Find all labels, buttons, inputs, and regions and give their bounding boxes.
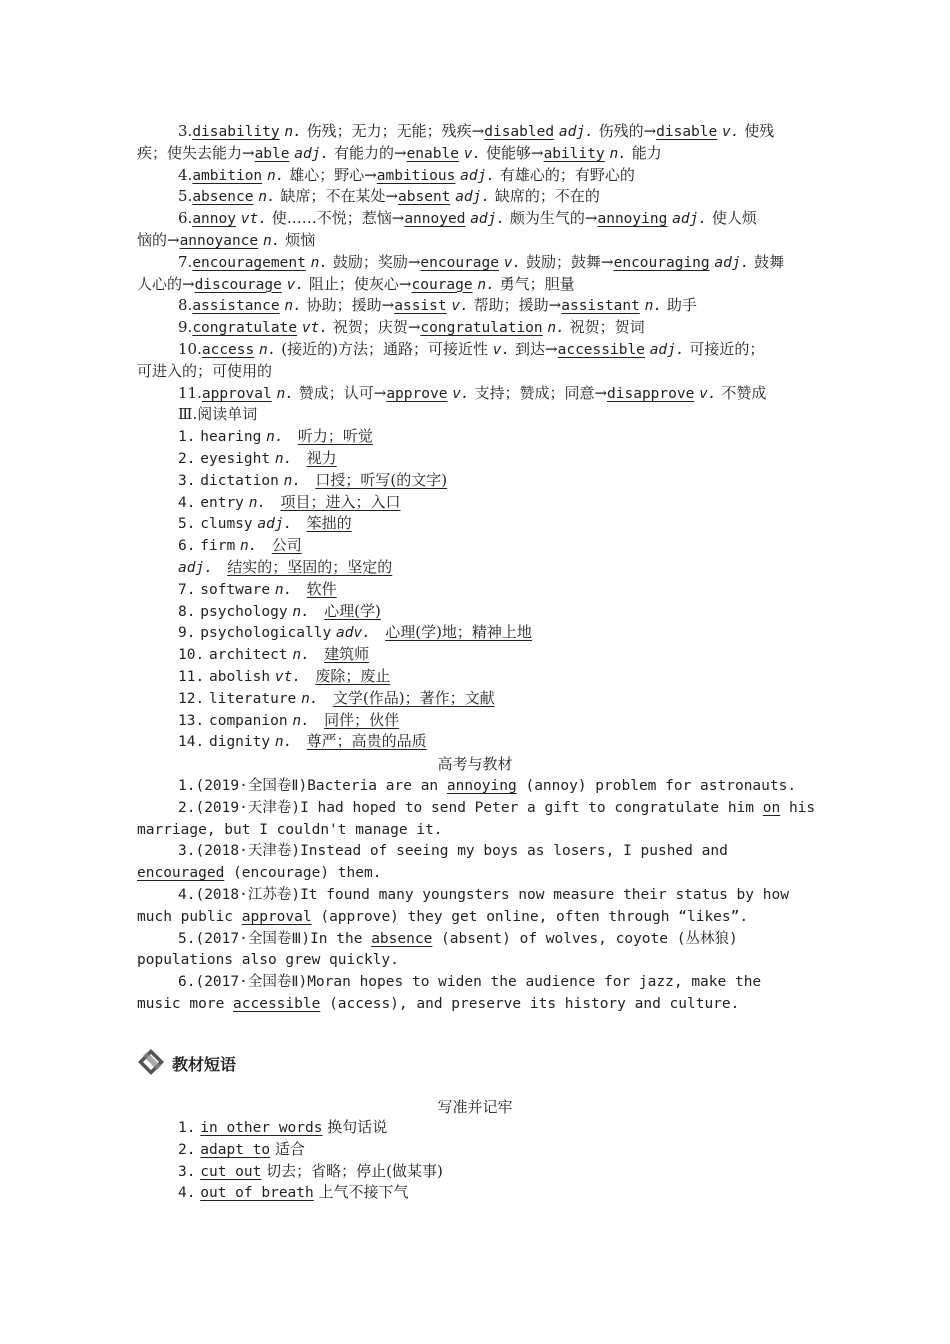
meaning: 鼓舞	[754, 252, 785, 271]
part-of-speech: n.	[609, 145, 627, 162]
meaning: 助手	[666, 296, 697, 315]
sentence-text: 5.(2017·全国卷Ⅲ)In the	[178, 930, 372, 947]
item-number: 13.	[178, 712, 205, 729]
reading-item	[178, 666, 390, 688]
part-of-speech: v.	[503, 254, 522, 271]
exam-item-continued	[137, 949, 399, 971]
exam-item	[178, 840, 728, 862]
sentence-text: (encourage) them.	[224, 865, 382, 882]
vocab-word: absence	[192, 189, 254, 206]
vocab-word: annoy	[192, 211, 236, 228]
meaning: 缺席；不在某处→	[280, 187, 399, 206]
part-of-speech: vt.	[274, 669, 302, 685]
phrase-heading: 写准并记牢	[437, 1098, 513, 1116]
vocab-word: congratulate	[192, 320, 298, 337]
vocab-item-continued	[137, 143, 662, 165]
meaning: 祝贺；贺词	[569, 318, 645, 337]
item-number: 2.	[178, 451, 196, 467]
exam-item-continued	[137, 862, 381, 884]
meaning: 祝贺；庆贺→	[332, 318, 421, 337]
meaning-answer: 听力；听觉	[297, 427, 373, 446]
phrase-item	[178, 1182, 409, 1204]
phrase: cut out	[200, 1163, 262, 1180]
part-of-speech: vt.	[301, 320, 329, 337]
reading-word: hearing	[200, 429, 262, 446]
sentence-text: marriage, but I couldn't manage it.	[137, 821, 443, 838]
reading-item	[178, 622, 532, 644]
part-of-speech: adj.	[672, 211, 708, 228]
reading-word: psychologically	[200, 625, 332, 642]
vocab-item	[178, 186, 600, 208]
meaning-answer: 笨拙的	[306, 514, 352, 533]
item-number: 1.	[178, 429, 196, 446]
part-of-speech: v.	[463, 145, 482, 162]
sentence-text: much public	[137, 908, 242, 925]
reading-word: firm	[200, 538, 236, 555]
heading-text: Ⅲ.阅读单词	[178, 405, 258, 424]
reading-item	[178, 426, 373, 448]
reading-word: dictation	[200, 472, 279, 489]
meaning: 适合	[274, 1139, 305, 1158]
reading-item	[178, 492, 400, 514]
part-of-speech: n.	[301, 690, 319, 707]
part-of-speech: v.	[492, 342, 511, 358]
part-of-speech: adj.	[257, 516, 293, 533]
part-of-speech: n.	[258, 189, 276, 206]
part-of-speech: n.	[274, 451, 293, 467]
phrase-item	[178, 1117, 387, 1139]
reading-item	[178, 731, 427, 753]
sentence-text: populations also grew quickly.	[137, 952, 399, 969]
vocab-item-continued	[137, 230, 315, 252]
meaning: 支持；赞成；同意→	[474, 383, 608, 402]
part-of-speech: adj.	[470, 211, 506, 228]
item-number: 12.	[178, 690, 205, 707]
vocab-item	[178, 208, 757, 230]
derived-word: accessible	[557, 342, 645, 358]
meaning: 阻止；使灰心→	[308, 274, 412, 293]
answer: accessible	[233, 996, 321, 1012]
derived-word: ambitious	[376, 167, 456, 184]
meaning: 帮助；援助→	[473, 296, 562, 315]
item-number: 14.	[178, 734, 205, 751]
part-of-speech: n.	[259, 342, 277, 358]
exam-item-continued	[137, 993, 739, 1015]
item-number: 7.	[178, 581, 196, 598]
sentence-text: (access), and preserve its history and culture.	[320, 996, 740, 1012]
meaning-answer: 口授；听写(的文字)	[315, 470, 448, 489]
part-of-speech: n.	[248, 494, 267, 511]
derived-word: disapprove	[607, 385, 695, 402]
derived-word: encouraging	[613, 254, 710, 271]
derived-word: discourage	[194, 276, 282, 293]
part-of-speech: v.	[451, 298, 469, 315]
part-of-speech: n.	[284, 298, 302, 315]
meaning: 上气不接下气	[318, 1183, 409, 1202]
answer: annoying	[446, 778, 517, 794]
part-of-speech: adj.	[558, 124, 594, 140]
derived-word: assist	[394, 298, 447, 315]
meaning: 伤残的→	[598, 122, 657, 140]
reading-word: companion	[208, 712, 288, 729]
derived-word: ability	[543, 145, 605, 162]
part-of-speech: n.	[283, 472, 302, 489]
meaning: 缺席的；不在的	[494, 187, 600, 206]
reading-item	[178, 710, 399, 732]
meaning: 不赞成	[721, 383, 767, 402]
meaning: 协助；援助→	[306, 296, 395, 315]
meaning: 人心的→	[137, 274, 195, 293]
meaning: 能力	[631, 143, 662, 162]
meaning-answer: 同伴；伙伴	[324, 710, 400, 729]
item-number: 6.	[178, 209, 193, 228]
item-number: 3.	[178, 472, 196, 489]
sentence-text: 4.(2018·江苏卷)It found many youngsters now measure their status by how	[178, 887, 789, 903]
meaning-answer: 建筑师	[324, 645, 370, 664]
meaning-answer: 结实的；坚固的；坚定的	[227, 558, 393, 576]
diamond-icon	[137, 1048, 165, 1076]
sentence-text: (absent) of wolves, coyote (丛林狼)	[432, 930, 738, 947]
vocab-word: approval	[201, 385, 272, 402]
reading-word: abolish	[208, 669, 271, 685]
meaning: 有能力的→	[333, 143, 407, 162]
answer: approval	[241, 908, 312, 925]
part-of-speech: n.	[266, 429, 284, 446]
reading-item	[178, 557, 392, 579]
sentence-text: 6.(2017·全国卷Ⅱ)Moran hopes to widen the audience for jazz, make the	[178, 974, 762, 991]
item-number: 3.	[178, 1163, 196, 1180]
part-of-speech: n.	[477, 276, 495, 293]
exam-item	[178, 884, 789, 906]
derived-word: assistant	[561, 298, 640, 315]
part-of-speech: n.	[262, 233, 281, 249]
meaning-answer: 公司	[271, 536, 302, 555]
part-of-speech: vt.	[240, 211, 267, 228]
derived-word: able	[254, 145, 290, 162]
part-of-speech: v.	[722, 124, 740, 140]
meaning-answer: 尊严；高贵的品质	[306, 732, 427, 751]
meaning-answer: 废除；废止	[315, 667, 391, 685]
vocab-item	[178, 121, 774, 143]
meaning: 有雄心的；有野心的	[499, 165, 635, 184]
vocab-item	[178, 165, 635, 187]
meaning: 赞成；认可→	[298, 383, 387, 402]
meaning: 使……不悦；惹恼→	[271, 209, 405, 228]
reading-item	[178, 535, 302, 557]
exam-item	[178, 775, 796, 797]
item-number: 6.	[178, 538, 196, 555]
exam-item	[178, 928, 738, 950]
sentence-text: (annoy) problem for astronauts.	[516, 778, 797, 794]
part-of-speech: n.	[239, 538, 258, 555]
meaning: 切去；省略；停止(做某事)	[266, 1161, 443, 1180]
reading-item	[178, 579, 337, 601]
answer: absence	[371, 930, 433, 947]
derived-word: annoyed	[404, 211, 466, 228]
reading-word: eyesight	[200, 451, 271, 467]
answer: on	[762, 799, 781, 816]
item-number: 5.	[178, 187, 193, 206]
meaning: 换句话说	[327, 1118, 388, 1136]
vocab-item-continued	[137, 274, 575, 296]
part-of-speech: adj.	[714, 254, 750, 271]
reading-word: dignity	[208, 734, 271, 751]
section-title: 教材短语	[172, 1055, 237, 1074]
item-number: 4.	[178, 494, 196, 511]
reading-item	[178, 513, 352, 535]
part-of-speech: n.	[292, 712, 310, 729]
vocab-item	[178, 295, 697, 317]
reading-word: architect	[208, 647, 288, 664]
sentence-text: his	[780, 799, 816, 816]
meaning: (接近的)方法；通路；可接近性	[281, 340, 488, 358]
part-of-speech: adj.	[649, 342, 685, 358]
meaning: 可进入的；可使用的	[137, 361, 273, 380]
derived-word: absent	[398, 189, 451, 206]
item-number: 7.	[178, 252, 193, 271]
reading-item	[178, 644, 369, 666]
item-number: 10.	[178, 340, 202, 358]
meaning-answer: 心理(学)	[324, 601, 381, 620]
part-of-speech: n.	[276, 385, 294, 402]
meaning: 颇为生气的→	[509, 209, 598, 228]
item-number: 4.	[178, 1185, 196, 1202]
item-number: 11.	[178, 383, 202, 402]
item-number: 3.	[178, 122, 193, 140]
reading-item	[178, 688, 495, 710]
meaning-answer: 心理(学)地；精神上地	[385, 623, 532, 642]
derived-word: encourage	[420, 254, 499, 271]
sentence-text: 1.(2019·全国卷Ⅱ)Bacteria are an	[178, 778, 447, 794]
sentence-text: 2.(2019·天津卷)I had hoped to send Peter a gift to congratulate him	[178, 799, 763, 816]
exam-item-continued	[137, 819, 443, 841]
reading-word: clumsy	[200, 516, 253, 533]
part-of-speech: n.	[284, 124, 302, 140]
item-number: 2.	[178, 1141, 196, 1158]
item-number: 8.	[178, 296, 193, 315]
part-of-speech: n.	[274, 734, 293, 751]
part-of-speech: adj.	[178, 560, 213, 576]
answer: encouraged	[137, 865, 225, 882]
exam-heading: 高考与教材	[437, 755, 513, 774]
meaning: 恼的→	[137, 231, 180, 249]
meaning: 烦恼	[285, 231, 316, 249]
item-number: 11.	[178, 669, 205, 685]
phrase: in other words	[200, 1120, 323, 1136]
exam-item-continued	[137, 906, 748, 928]
vocab-word: access	[201, 342, 255, 358]
meaning: 到达→	[515, 340, 558, 358]
derived-word: disable	[656, 124, 718, 140]
sentence-text: music more	[137, 996, 234, 1012]
vocab-item-continued	[137, 361, 272, 383]
reading-word: entry	[200, 494, 244, 511]
vocab-item	[178, 317, 645, 339]
meaning: 伤残；无力；无能；残疾→	[306, 122, 485, 140]
item-number: 5.	[178, 516, 196, 533]
item-number: 4.	[178, 165, 193, 184]
derived-word: enable	[406, 145, 459, 162]
part-of-speech: n.	[274, 581, 293, 598]
part-of-speech: adj.	[460, 167, 496, 184]
meaning: 鼓励；奖励→	[332, 252, 421, 271]
part-of-speech: v.	[452, 385, 470, 402]
reading-item	[178, 470, 447, 492]
phrase-item	[178, 1139, 305, 1161]
meaning: 鼓励；鼓舞→	[526, 252, 614, 271]
vocab-word: ambition	[192, 167, 263, 184]
meaning: 雄心；野心→	[289, 165, 377, 184]
phrase: out of breath	[200, 1185, 314, 1202]
exam-item	[178, 797, 815, 819]
vocab-word: disability	[192, 124, 280, 140]
derived-word: disabled	[484, 124, 555, 140]
part-of-speech: adj.	[294, 145, 330, 162]
item-number: 8.	[178, 603, 196, 620]
part-of-speech: v.	[286, 276, 305, 293]
item-number: 9.	[178, 318, 193, 337]
phrase: adapt to	[200, 1141, 271, 1158]
part-of-speech: v.	[699, 385, 717, 402]
derived-word: courage	[411, 276, 473, 293]
part-of-speech: n.	[292, 647, 310, 664]
vocab-item	[178, 383, 766, 405]
meaning-answer: 文学(作品)；著作；文献	[332, 688, 495, 707]
reading-item	[178, 448, 337, 470]
part-of-speech: n.	[266, 167, 285, 184]
meaning-answer: 软件	[306, 579, 337, 598]
vocab-item	[178, 252, 784, 274]
meaning: 使能够→	[485, 143, 544, 162]
part-of-speech: adj.	[455, 189, 491, 206]
derived-word: approve	[386, 385, 448, 402]
part-of-speech: n.	[644, 298, 663, 315]
derived-word: annoyance	[179, 233, 259, 249]
part-of-speech: n.	[292, 603, 310, 620]
vocab-word: assistance	[192, 298, 280, 315]
meaning: 疾；使失去能力→	[137, 143, 255, 162]
meaning: 使残	[744, 122, 775, 140]
derived-word: annoying	[597, 211, 668, 228]
sentence-text: (approve) they get online, often through “likes”.	[311, 908, 749, 925]
sentence-text: 3.(2018·天津卷)Instead of seeing my boys as losers, I pushed and	[178, 843, 728, 860]
item-number: 1.	[178, 1120, 196, 1136]
meaning: 使人烦	[711, 209, 757, 228]
exam-item	[178, 971, 761, 993]
meaning-answer: 视力	[306, 449, 337, 467]
vocab-word: encouragement	[192, 254, 306, 271]
item-number: 9.	[178, 625, 196, 642]
phrase-item	[178, 1161, 443, 1183]
meaning: 可接近的；	[689, 340, 765, 358]
part-of-speech: n.	[310, 254, 329, 271]
meaning: 勇气；胆量	[499, 274, 575, 293]
reading-item	[178, 601, 381, 623]
reading-word: software	[200, 581, 271, 598]
vocab-item	[178, 339, 764, 361]
meaning-answer: 项目；进入；入口	[280, 492, 401, 511]
reading-word: literature	[208, 690, 297, 707]
reading-word: psychology	[200, 603, 288, 620]
item-number: 10.	[178, 647, 205, 664]
part-of-speech: n.	[547, 320, 565, 337]
part-of-speech: adv.	[335, 625, 371, 642]
derived-word: congratulation	[420, 320, 543, 337]
reading-heading	[178, 404, 257, 426]
